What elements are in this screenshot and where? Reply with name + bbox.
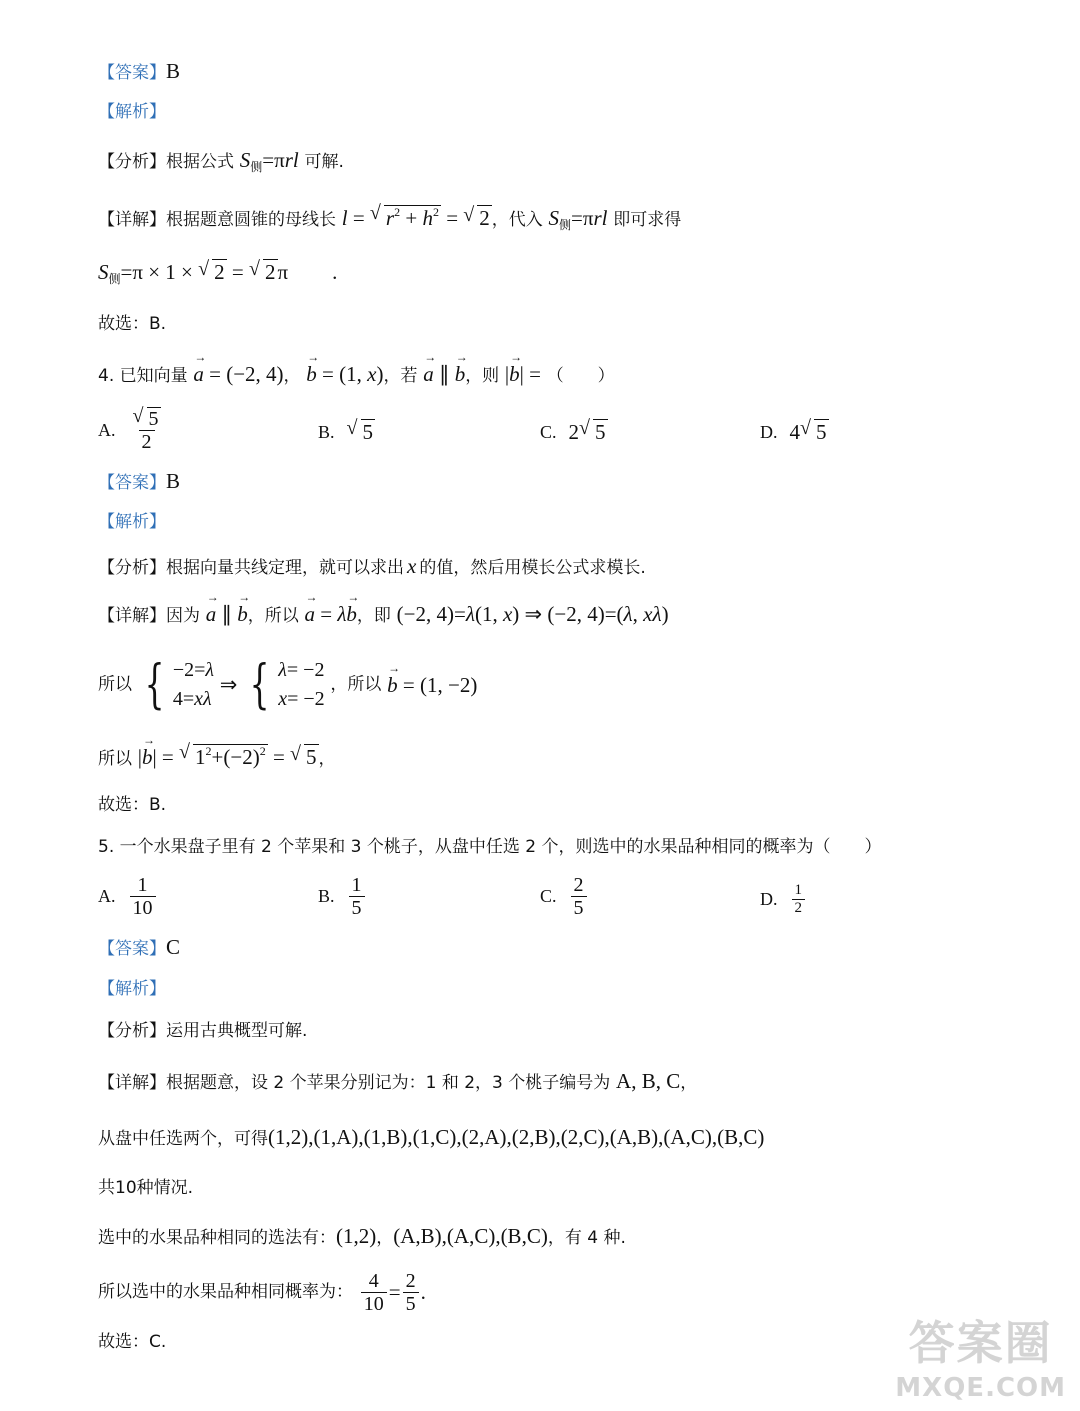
q4-option-a[interactable] [98,408,166,453]
q3-result-line: $S_侧=\pi \times 1$ × √ 2 = √ 2π . [98,262,337,285]
analysis-tag: 【解析】 [98,512,166,532]
q5-option-c[interactable] [540,874,589,919]
q4-analysis-line [98,513,166,531]
q4-lambda-eq: → a = λ→ b [304,602,356,626]
q5-option-d-label: D. [760,888,778,909]
q4-stem-mid2: ，若 [383,366,418,386]
q3-xiangjie-mid: ，代入 [491,210,543,230]
answer-tag: 【答案】 [98,473,166,493]
analysis-tag: 【解析】 [98,102,166,122]
q4-option-c[interactable] [540,420,608,445]
fenxi-tag: 【分析】 [98,558,166,578]
q4-b-result: → b = (1, −2) [387,673,477,697]
q3-fenxi-line [98,150,344,173]
q3-choose: 故选：B. [98,314,167,334]
q5-l4-sep: ， [376,1228,394,1248]
q4-option-d-label: D. [760,422,778,442]
q5-answer-line [98,937,180,958]
q5-labels: A, B, C [616,1069,681,1093]
q3-formula-2: $S_侧=\pi rl$ [548,206,608,232]
q3-formula: $S_侧=\pi rl$ [239,148,299,174]
q5-option-b[interactable] [318,874,367,919]
q4-system-2: { λ= −2 x= −2 [249,655,325,715]
q5-same-2: (A,B),(A,C),(B,C) [393,1224,548,1248]
q4-l3-pre: 所以 [98,749,132,769]
q5-prob-frac-2: $\frac{2}{5}$ [403,1270,419,1315]
q4-fenxi-pre: 根据向量共线定理，就可以求出 [166,558,404,578]
q4-l2-pre: 所以 [98,674,132,695]
q4-option-b[interactable] [318,420,375,445]
q5-option-c-value: $\frac{2}{5}$ [571,874,587,919]
q3-slant-formula: l = √ $r^2 + h^2$ = √ 2 [342,206,492,230]
xiangjie-tag: 【详解】 [98,606,166,626]
q4-system-line: 所以 { −2=λ 4=xλ ⇒ { λ= −2 x= −2 ，所以 → b = (1, −2) [98,656,477,714]
q4-stem [98,364,615,385]
q5-l2-pre: 从盘中任选两个，可得 [98,1129,268,1149]
q5-same-1: (1,2) [336,1224,377,1248]
xiangjie-tag: 【详解】 [98,1073,166,1093]
watermark-line1: 答案圈 [908,1316,1053,1370]
q4-parallel-2: → a ∥ → b [206,602,248,626]
q5-option-d[interactable] [760,882,807,916]
q4-option-a-label: A. [98,420,116,440]
q5-fenxi: 运用古典概型可解. [166,1021,308,1041]
q4-stem-pre: 4. 已知向量 [98,366,188,386]
q4-modulus-line [98,745,336,768]
q5-option-a-label: A. [98,886,116,906]
q4-xiangjie-mid2: ，即 [356,606,391,626]
q4-xiangjie-pre: 因为 [166,606,200,626]
q4-system-1: { −2=λ 4=xλ [144,655,215,715]
q4-option-c-label: C. [540,422,557,442]
q4-modulus-calc: |→ b| = √ $1^2+(-2)^2$ = √ 5 [138,745,319,769]
q5-choose: 故选：C. [98,1332,167,1352]
q3-result-formula: $S_侧=\pi \times 1$ × √ 2 = √ 2π [98,260,288,284]
q5-xiangjie-line [98,1071,697,1092]
q4-vector-a: → a = (−2, 4) [193,362,283,386]
q4-l2-mid: ，所以 [330,674,382,695]
q5-prob-line: 所以选中的水果品种相同概率为： $\frac{4}{10}$ = $\frac{2}{5}$ . [98,1270,426,1315]
xiangjie-tag: 【详解】 [98,210,166,230]
q5-option-a-value: $\frac{1}{10}$ [130,874,156,919]
q5-prob-frac-1: $\frac{4}{10}$ [361,1270,387,1315]
q4-choose: 故选：B. [98,795,167,815]
q5-option-a[interactable] [98,874,158,919]
q5-option-b-value: $\frac{1}{5}$ [349,874,365,919]
q5-same-line [98,1226,626,1247]
fenxi-tag: 【分析】 [98,152,166,172]
q3-fenxi-post: 可解. [304,152,344,172]
q3-answer: B [166,59,181,83]
q4-xiangjie-line [98,604,669,625]
q4-coord-eq: (−2, 4)=λ(1, x) ⇒ (−2, 4)=(λ, xλ) [396,602,669,626]
q5-total: 共10种情况. [98,1178,194,1198]
q4-stem-mid3: ，则 [465,366,500,386]
watermark-logo [895,1307,1066,1403]
q5-outcomes: (1,2),(1,A),(1,B),(1,C),(2,A),(2,B),(2,C),(A,B),(A,C),(B,C) [268,1125,765,1149]
q3-xiangjie-line [98,206,681,231]
q4-answer-line [98,471,180,492]
q4-parallel: → a ∥ → b [423,362,465,386]
q4-stem-mid1: ， [283,366,301,386]
q4-fenxi-post: 的值，然后用模长公式求模长. [419,558,646,578]
q5-xiangjie-pre: 根据题意，设 2 个苹果分别记为：1 和 2，3 个桃子编号为 [166,1073,611,1093]
q4-stem-post: （ ） [546,366,615,386]
q5-stem: 5. 一个水果盘子里有 2 个苹果和 3 个桃子，从盘中任选 2 个，则选中的水果品种相同的概率为（ ） [98,837,882,857]
q4-option-b-label: B. [318,422,335,442]
q4-answer: B [166,469,181,493]
analysis-tag: 【解析】 [98,979,166,999]
q4-xiangjie-mid1: ，所以 [247,606,299,626]
q4-modulus: |→ b| = [505,362,541,386]
q3-fenxi-pre: 根据公式 [166,152,234,172]
q4-fenxi-line: 【分析】根据向量共线定理，就可以求出 x 的值，然后用模长公式求模长. [98,554,646,578]
q5-xiangjie-post: ， [680,1073,698,1093]
q4-option-b-value: √ 5 [347,420,376,445]
watermark-line2: MXQE.COM [895,1373,1066,1403]
q3-analysis-line [98,103,166,121]
q5-answer: C [166,935,181,959]
q3-xiangjie-post: 即可求得 [613,210,682,230]
q4-option-a-value: √ $\frac{5}{2}$ [130,408,164,453]
q5-outcomes-line [98,1127,764,1148]
q5-option-b-label: B. [318,886,335,906]
q5-option-c-label: C. [540,886,557,906]
answer-tag: 【答案】 [98,939,166,959]
q4-l3-post: ， [318,749,336,769]
q5-l4-post: ，有 4 种. [547,1228,626,1248]
q3-xiangjie-pre: 根据题意圆锥的母线长 [166,210,336,230]
q4-option-d[interactable] [760,420,829,445]
q5-l5-pre: 所以选中的水果品种相同概率为： [98,1282,353,1302]
q5-analysis-line [98,980,166,998]
q4-option-d-value: 4√ 5 [790,420,829,445]
q3-answer-line [98,61,180,82]
q5-option-d-value: $\frac{1}{2}$ [792,882,806,916]
answer-tag: 【答案】 [98,63,166,83]
q4-vector-b: → b = (1, x) [306,362,383,386]
q5-l4-pre: 选中的水果品种相同的选法有： [98,1228,336,1248]
q4-option-c-value: 2√ 5 [569,420,608,445]
fenxi-tag: 【分析】 [98,1021,166,1041]
q5-fenxi-line [98,1022,307,1040]
